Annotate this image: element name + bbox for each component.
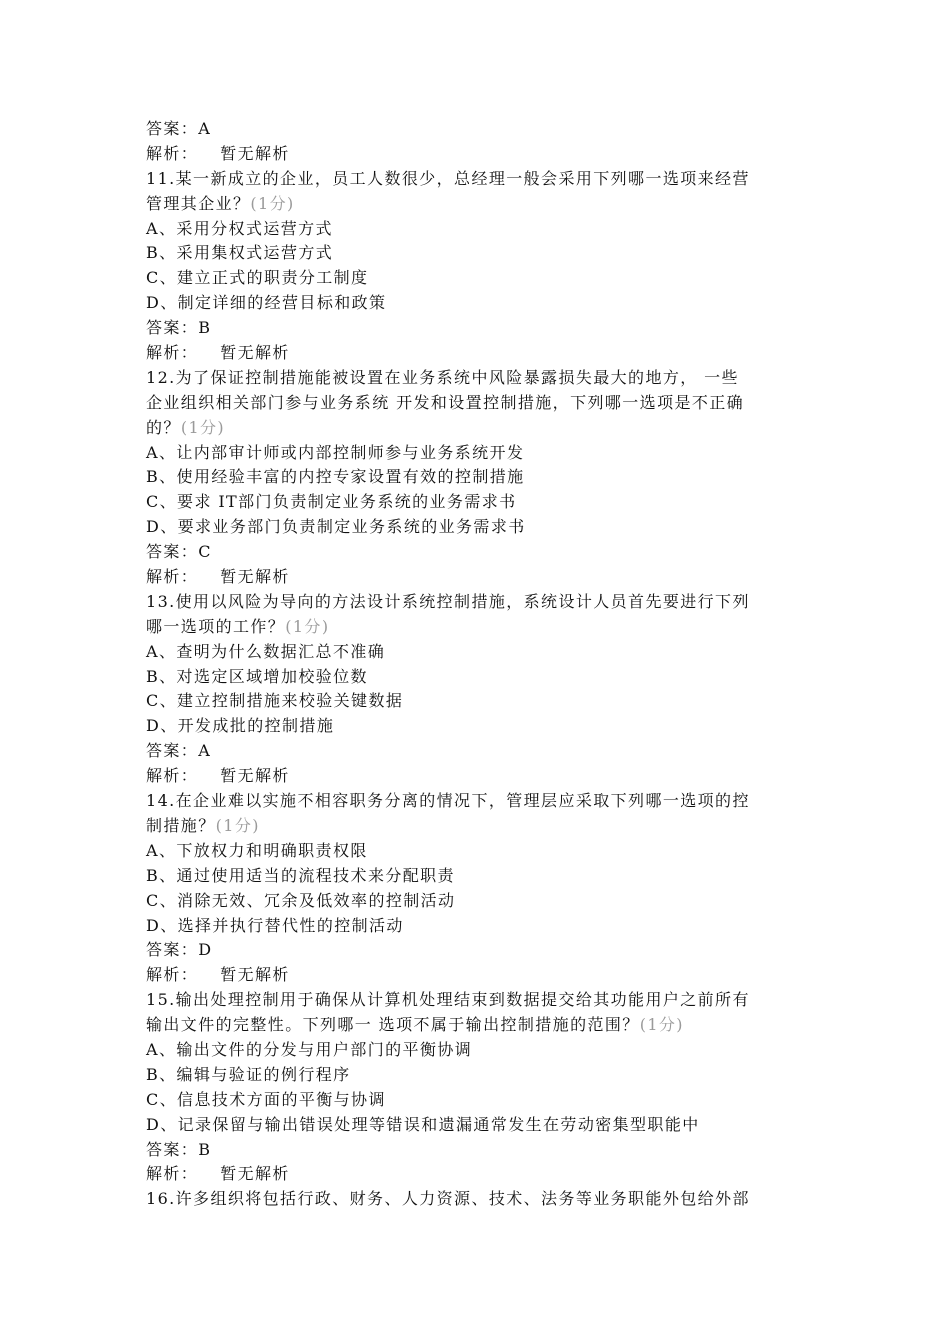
question-14	[146, 789, 816, 988]
option-a: A、输出文件的分发与用户部门的平衡协调	[146, 1039, 473, 1059]
question-stem: 13.使用以风险为导向的方法设计系统控制措施，系统设计人员首先要进行下列	[146, 591, 750, 611]
question-stem: 14.在企业难以实施不相容职务分离的情况下，管理层应采取下列哪一选项的控	[146, 791, 750, 811]
answer-line: 答案：D	[146, 940, 213, 960]
analysis-line: 解析： 暂无解析	[146, 1164, 290, 1184]
option-d: D、选择并执行替代性的控制活动	[146, 915, 404, 935]
answer-line: 答案：B	[146, 1139, 212, 1159]
question-stem: 输出文件的完整性。下列哪一 选项不属于输出控制措施的范围？(1分)	[146, 1015, 684, 1035]
option-c: C、信息技术方面的平衡与协调	[146, 1089, 386, 1109]
answer-line: 答案：C	[146, 542, 212, 562]
score-label: (1分)	[285, 616, 330, 636]
option-a: A、查明为什么数据汇总不准确	[146, 641, 386, 661]
question-stem: 管理其企业？(1分)	[146, 193, 295, 213]
option-d: D、记录保留与输出错误处理等错误和遗漏通常发生在劳动密集型职能中	[146, 1114, 700, 1134]
option-d: D、要求业务部门负责制定业务系统的业务需求书	[146, 517, 526, 537]
option-d: D、开发成批的控制措施	[146, 716, 335, 736]
question-stem: 15.输出处理控制用于确保从计算机处理结束到数据提交给其功能用户之前所有	[146, 990, 750, 1010]
question-11	[146, 167, 816, 366]
option-a: A、采用分权式运营方式	[146, 218, 333, 238]
analysis-line: 解析： 暂无解析	[146, 965, 290, 985]
answer-line: 答案：A	[146, 119, 212, 138]
analysis-line: 解析： 暂无解析	[146, 567, 290, 587]
question-stem: 12.为了保证控制措施能被设置在业务系统中风险暴露损失最大的地方， 一些	[146, 367, 739, 387]
option-c: C、消除无效、冗余及低效率的控制活动	[146, 890, 456, 910]
question-stem: 哪一选项的工作？(1分)	[146, 616, 330, 636]
question-13	[146, 590, 816, 789]
question-15	[146, 988, 816, 1187]
score-label: (1分)	[215, 815, 260, 835]
score-label: (1分)	[180, 417, 226, 437]
score-label: (1分)	[639, 1015, 684, 1035]
question-16-stem: 16.许多组织将包括行政、财务、人力资源、技术、法务等业务职能外包给外部	[146, 1189, 750, 1209]
analysis-line: 解析： 暂无解析	[146, 343, 290, 363]
question-12	[146, 366, 816, 590]
option-a: A、下放权力和明确职责权限	[146, 840, 368, 860]
option-b: B、采用集权式运营方式	[146, 243, 334, 263]
document-page	[146, 117, 816, 1212]
analysis-line: 解析： 暂无解析	[146, 766, 290, 786]
option-c: C、建立正式的职责分工制度	[146, 268, 369, 288]
option-b: B、使用经验丰富的内控专家设置有效的控制措施	[146, 467, 525, 487]
answer-line: 答案：B	[146, 318, 212, 338]
score-label: (1分)	[250, 193, 295, 213]
question-stem: 企业组织相关部门参与业务系统 开发和设置控制措施，下列哪一选项是不正确	[146, 392, 745, 412]
question-stem: 的？(1分)	[146, 417, 226, 437]
analysis-line: 解析： 暂无解析	[146, 143, 290, 163]
option-b: B、编辑与验证的例行程序	[146, 1064, 351, 1084]
option-b: B、对选定区域增加校验位数	[146, 666, 368, 686]
option-c: C、建立控制措施来校验关键数据	[146, 691, 404, 711]
question-stem: 制措施？(1分)	[146, 815, 260, 835]
option-a: A、让内部审计师或内部控制师参与业务系统开发	[146, 442, 525, 462]
option-d: D、制定详细的经营目标和政策	[146, 293, 387, 313]
answer-line: 答案：A	[146, 741, 212, 761]
option-b: B、通过使用适当的流程技术来分配职责	[146, 865, 455, 885]
question-stem: 11.某一新成立的企业，员工人数很少，总经理一般会采用下列哪一选项来经营	[146, 168, 750, 188]
option-c: C、要求 IT部门负责制定业务系统的业务需求书	[146, 492, 517, 512]
